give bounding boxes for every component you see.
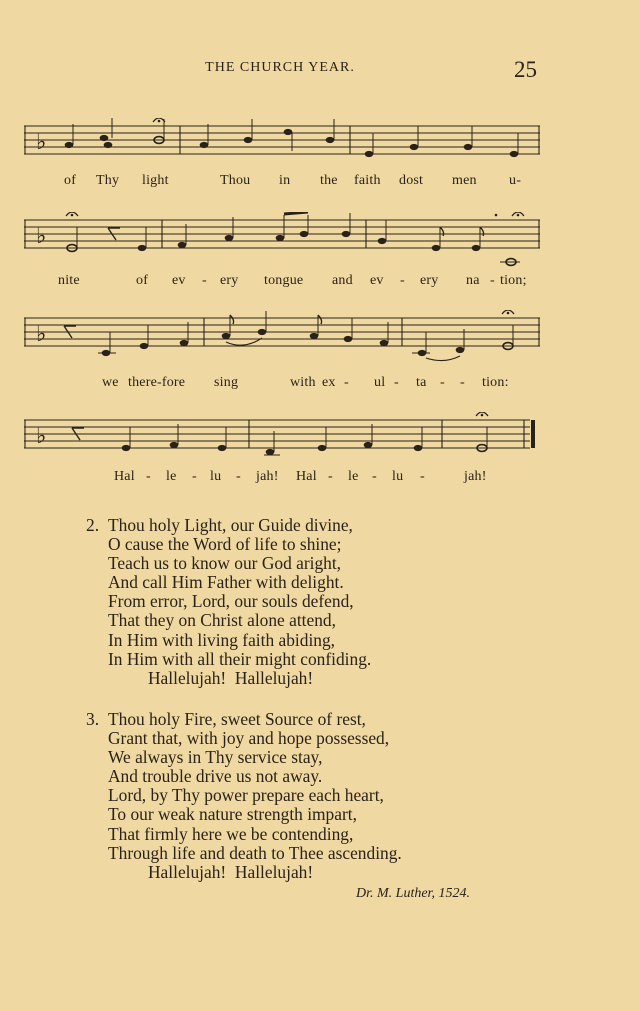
lyric-syllable: light xyxy=(142,173,169,188)
lyric-syllable: and xyxy=(332,273,353,288)
lyric-syllable: - xyxy=(236,469,241,484)
lyric-syllable: ev xyxy=(370,273,384,288)
verse-text: Thou holy Light, our Guide divine, xyxy=(108,515,353,535)
verse-line xyxy=(86,516,371,535)
lyric-syllable: of xyxy=(64,173,77,188)
verse-line: Through life and death to Thee ascending. xyxy=(108,842,402,863)
lyric-syllable: jah! xyxy=(256,469,279,484)
verse-text: Thou holy Fire, sweet Source of rest, xyxy=(108,709,366,729)
verse-line xyxy=(86,710,402,729)
verse-line: That they on Christ alone attend, xyxy=(108,610,336,631)
verse-line: Lord, by Thy power prepare each heart, xyxy=(108,785,384,806)
music-staff-4 xyxy=(24,412,544,462)
music-staff-1 xyxy=(24,118,544,168)
lyric-syllable: men xyxy=(452,173,477,188)
lyric-syllable: - xyxy=(490,273,495,288)
lyrics-line-1 xyxy=(24,173,544,191)
lyric-syllable: of xyxy=(136,273,149,288)
running-header: THE CHURCH YEAR. xyxy=(205,60,355,75)
verse-line: To our weak nature strength impart, xyxy=(108,804,357,825)
svg-text:♭: ♭ xyxy=(36,223,47,248)
verse-line: In Him with all their might confiding. xyxy=(108,648,372,669)
music-staff-2 xyxy=(24,212,544,272)
lyrics-line-2 xyxy=(24,273,544,291)
verse-line: We always in Thy service stay, xyxy=(108,747,323,768)
lyric-syllable: - xyxy=(192,469,197,484)
verse-line: Grant that, with joy and hope possessed, xyxy=(108,728,390,749)
lyric-syllable: tion; xyxy=(500,273,527,288)
lyric-syllable: Hal xyxy=(296,469,317,484)
hymn-attribution: Dr. M. Luther, 1524. xyxy=(356,886,470,901)
lyric-syllable: - xyxy=(328,469,333,484)
lyric-syllable: sing xyxy=(214,375,239,390)
verse-line: Teach us to know our God aright, xyxy=(108,553,342,574)
lyric-syllable: - xyxy=(372,469,377,484)
lyric-syllable: the xyxy=(320,173,338,188)
lyric-syllable: ery xyxy=(220,273,239,288)
lyric-syllable: - xyxy=(460,375,465,390)
svg-text:♭: ♭ xyxy=(36,321,47,346)
lyric-syllable: ta xyxy=(416,375,427,390)
lyric-syllable: there-fore xyxy=(128,375,186,390)
verse-line: In Him with living faith abiding, xyxy=(108,629,336,650)
lyric-syllable: ev xyxy=(172,273,186,288)
lyric-syllable: - xyxy=(420,469,425,484)
lyric-syllable: le xyxy=(166,469,177,484)
verse-number: 2. xyxy=(86,515,100,535)
lyric-syllable: - xyxy=(394,375,399,390)
lyric-syllable: tion: xyxy=(482,375,509,390)
lyric-syllable: with xyxy=(290,375,316,390)
lyric-syllable: - xyxy=(440,375,445,390)
page-number: 25 xyxy=(514,57,537,82)
lyric-syllable: dost xyxy=(399,173,424,188)
verse-line: And call Him Father with delight. xyxy=(108,572,344,593)
verse-2 xyxy=(86,516,371,688)
verse-line: That firmly here we be contending, xyxy=(108,823,354,844)
lyric-syllable: in xyxy=(279,173,291,188)
lyric-syllable: - xyxy=(344,375,349,390)
lyric-syllable: le xyxy=(348,469,359,484)
lyric-syllable: Thy xyxy=(96,173,120,188)
lyrics-line-3 xyxy=(24,375,544,393)
lyric-syllable: - xyxy=(146,469,151,484)
lyric-syllable: nite xyxy=(58,273,80,288)
lyric-syllable: ery xyxy=(420,273,439,288)
music-staff-3 xyxy=(24,310,544,370)
verse-line: O cause the Word of life to shine; xyxy=(108,534,342,555)
lyric-syllable: Thou xyxy=(220,173,251,188)
lyric-syllable: Hal xyxy=(114,469,135,484)
verse-refrain: Hallelujah! Hallelujah! xyxy=(148,861,314,882)
verse-3 xyxy=(86,710,402,882)
lyric-syllable: u- xyxy=(509,173,522,188)
lyric-syllable: - xyxy=(202,273,207,288)
lyric-syllable: na xyxy=(466,273,480,288)
lyric-syllable: lu xyxy=(392,469,404,484)
lyric-syllable: ex xyxy=(322,375,336,390)
verse-number: 3. xyxy=(86,709,100,729)
lyric-syllable: lu xyxy=(210,469,222,484)
lyric-syllable: tongue xyxy=(264,273,304,288)
svg-text:♭: ♭ xyxy=(36,129,47,154)
verse-line: From error, Lord, our souls defend, xyxy=(108,591,354,612)
svg-text:♭: ♭ xyxy=(36,423,47,448)
lyric-syllable: we xyxy=(102,375,119,390)
lyric-syllable: faith xyxy=(354,173,381,188)
verse-refrain: Hallelujah! Hallelujah! xyxy=(148,667,314,688)
lyric-syllable: jah! xyxy=(464,469,487,484)
lyric-syllable: ul xyxy=(374,375,386,390)
lyric-syllable: - xyxy=(400,273,405,288)
verse-line: And trouble drive us not away. xyxy=(108,766,323,787)
lyrics-line-4 xyxy=(24,469,544,487)
